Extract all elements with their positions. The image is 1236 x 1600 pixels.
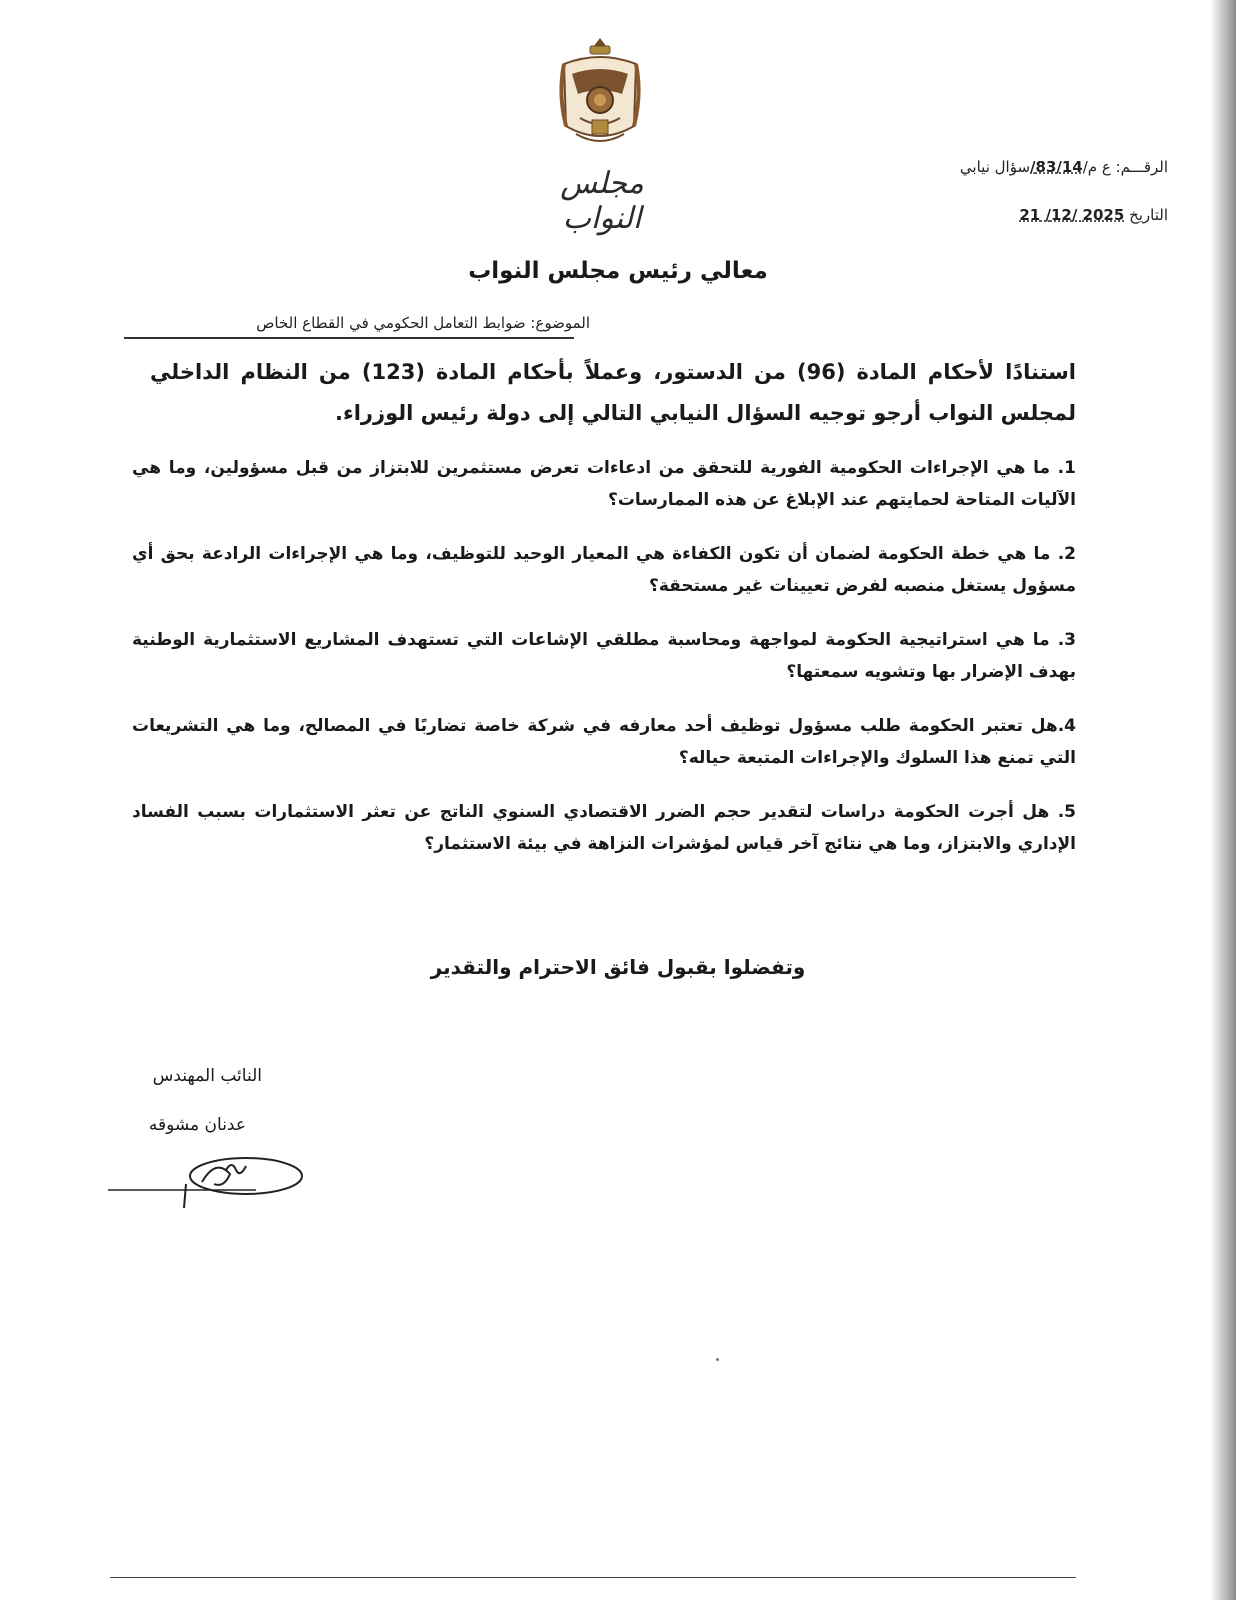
handwritten-signature-icon bbox=[106, 1148, 306, 1216]
reference-prefix: ع م/ bbox=[1082, 158, 1111, 176]
letter-date bbox=[1019, 206, 1168, 224]
jordan-royal-coat-of-arms-icon bbox=[550, 34, 650, 152]
question-item: 3. ما هي استراتيجية الحكومة لمواجهة ومحاسبة مطلقي الإشاعات التي تستهدف المشاريع الاستثمارية الوطنية بهدف الإضرار بها وتشويه سمعتها؟ bbox=[132, 630, 1076, 682]
question-item: 4.هل تعتبر الحكومة طلب مسؤول توظيف أحد معارفه في شركة خاصة تضاربًا في المصالح، وما هي التشريعات التي تمنع هذا السلوك والإجراءات المتبعة حياله؟ bbox=[132, 716, 1076, 768]
date-label: التاريخ bbox=[1129, 206, 1168, 224]
questions-list bbox=[132, 452, 1076, 882]
question-item: 2. ما هي خطة الحكومة لضمان أن تكون الكفاءة هي المعيار الوحيد للتوظيف، وما هي الإجراءات الرادعة بحق أي مسؤول يستغل منصبه لفرض تعيينات غير مستحقة؟ bbox=[132, 544, 1076, 596]
reference-suffix: سؤال نيابي bbox=[959, 158, 1031, 176]
subject-underline bbox=[124, 337, 574, 339]
subject-line: الموضوع: ضوابط التعامل الحكومي في القطاع الخاص bbox=[256, 314, 590, 332]
question-item: 5. هل أجرت الحكومة دراسات لتقدير حجم الضرر الاقتصادي السنوي الناتج عن تعثر الاستثمارات بسبب الفساد الإداري والابتزاز، وما هي نتائج آخر قياس لمؤشرات النزاهة في بيئة الاستثمار؟ bbox=[132, 802, 1076, 854]
closing-salutation: وتفضلوا بقبول فائق الاحترام والتقدير bbox=[430, 955, 806, 979]
reference-label: الرقـــم: bbox=[1115, 158, 1168, 176]
date-value: 2025 /12/ 21 bbox=[1019, 206, 1125, 224]
question-item: 1. ما هي الإجراءات الحكومية الفورية للتحقق من ادعاءات تعرض مستثمرين للابتزاز من قبل مسؤولين، وما هي الآليات المتاحة لحمايتهم عند الإبلاغ عن هذه الممارسات؟ bbox=[132, 458, 1076, 510]
council-name-calligraphy: مجلس النواب bbox=[560, 166, 644, 236]
intro-paragraph: استنادًا لأحكام المادة (96) من الدستور، وعملاً بأحكام المادة (123) من النظام الداخلي لمجلس النواب أرجو توجيه السؤال النيابي التالي إلى دولة رئيس الوزراء. bbox=[150, 360, 1076, 425]
addressee: معالي رئيس مجلس النواب bbox=[468, 258, 768, 284]
signatory-name: عدنان مشوقه bbox=[148, 1115, 246, 1135]
signatory-title: النائب المهندس bbox=[152, 1066, 262, 1086]
reference-number bbox=[960, 158, 1168, 176]
footer-rule bbox=[110, 1577, 1076, 1578]
reference-value: 83/14/ bbox=[1030, 158, 1083, 176]
scan-edge-shadow bbox=[1210, 0, 1236, 1600]
scan-speck bbox=[716, 1358, 719, 1361]
